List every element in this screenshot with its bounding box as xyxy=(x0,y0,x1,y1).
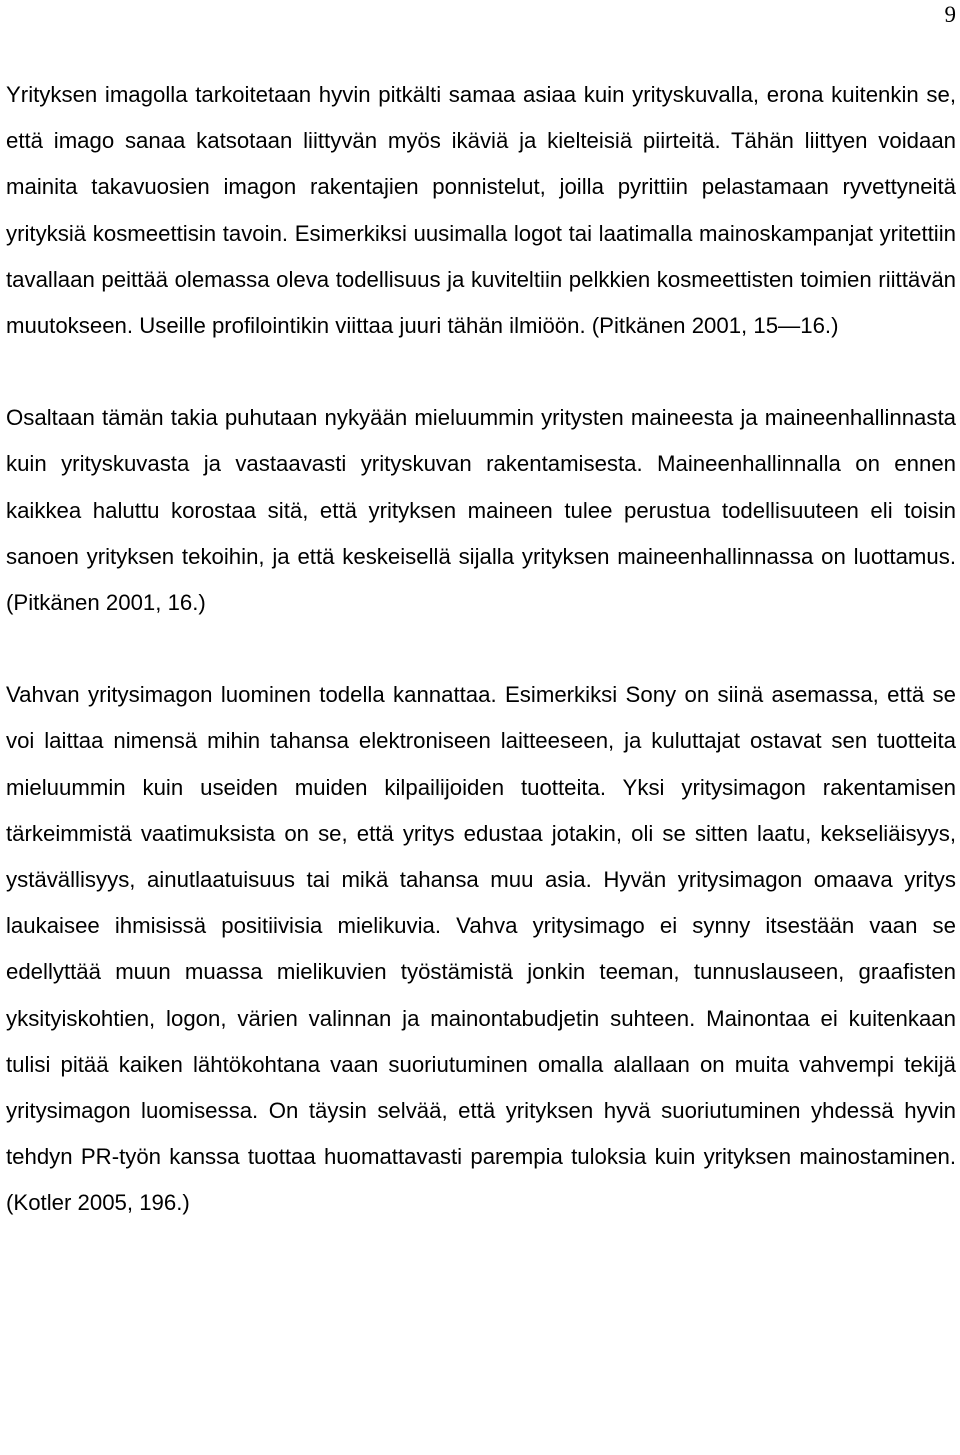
paragraph-strong-image: Vahvan yritysimagon luominen todella kannattaa. Esimerkiksi Sony on siinä asemassa, että se voi laittaa nimensä mihin tahansa elektroniseen laitteeseen, ja kuluttajat ostavat sen tuotteita mieluummin kuin useiden muiden kilpailijoiden tuotteita. Yksi yritysimagon rakentamisen tärkeimmistä vaatimuksista on se, että yritys edustaa jotakin, oli se sitten laatu, kekseliäisyys, ystävällisyys, ainutlaatuisuus tai mikä tahansa muu asia. Hyvän yritysimagon omaava yritys laukaisee ihmisissä positiivisia mielikuvia. Vahva yritysimago ei synny itsestään vaan se edellyttää muun muassa mielikuvien työstämistä jonkin teeman, tunnuslauseen, graafisten yksityiskohtien, logon, värien valinnan ja mainontabudjetin suhteen. Mainontaa ei kuitenkaan tulisi pitää kaiken lähtökohtana vaan suoriutuminen omalla alallaan on muita vahvempi tekijä yritysimagon luomisessa. On täysin selvää, että yrityksen hyvä suoriutuminen yhdessä hyvin tehdyn PR-työn kanssa tuottaa huomattavasti parempia tuloksia kuin yrityksen mainostaminen. (Kotler 2005, 196.) xyxy=(6,682,956,1216)
document-body xyxy=(6,72,956,1227)
paragraph-corporate-image: Yrityksen imagolla tarkoitetaan hyvin pitkälti samaa asiaa kuin yrityskuvalla, erona kuitenkin se, että imago sanaa katsotaan liittyvän myös ikäviä ja kielteisiä piirteitä. Tähän liittyen voidaan mainita takavuosien imagon rakentajien ponnistelut, joilla pyrittiin pelastamaan ryvettyneitä yrityksiä kosmeettisin tavoin. Esimerkiksi uusimalla logot tai laatimalla mainoskampanjat yritettiin tavallaan peittää olemassa oleva todellisuus ja kuviteltiin pelkkien kosmeettisten toimien riittävän muutokseen. Useille profilointikin viittaa juuri tähän ilmiöön. (Pitkänen 2001, 15—16.) xyxy=(6,82,956,339)
paragraph-reputation-management: Osaltaan tämän takia puhutaan nykyään mieluummin yritysten maineesta ja maineenhallinnasta kuin yrityskuvasta ja vastaavasti yrityskuvan rakentamisesta. Maineenhallinnalla on ennen kaikkea haluttu korostaa sitä, että yrityksen maineen tulee perustua todellisuuteen eli toisin sanoen yrityksen tekoihin, ja että keskeisellä sijalla yrityksen maineenhallinnassa on luottamus. (Pitkänen 2001, 16.) xyxy=(6,405,956,616)
page-number: 9 xyxy=(944,2,956,27)
